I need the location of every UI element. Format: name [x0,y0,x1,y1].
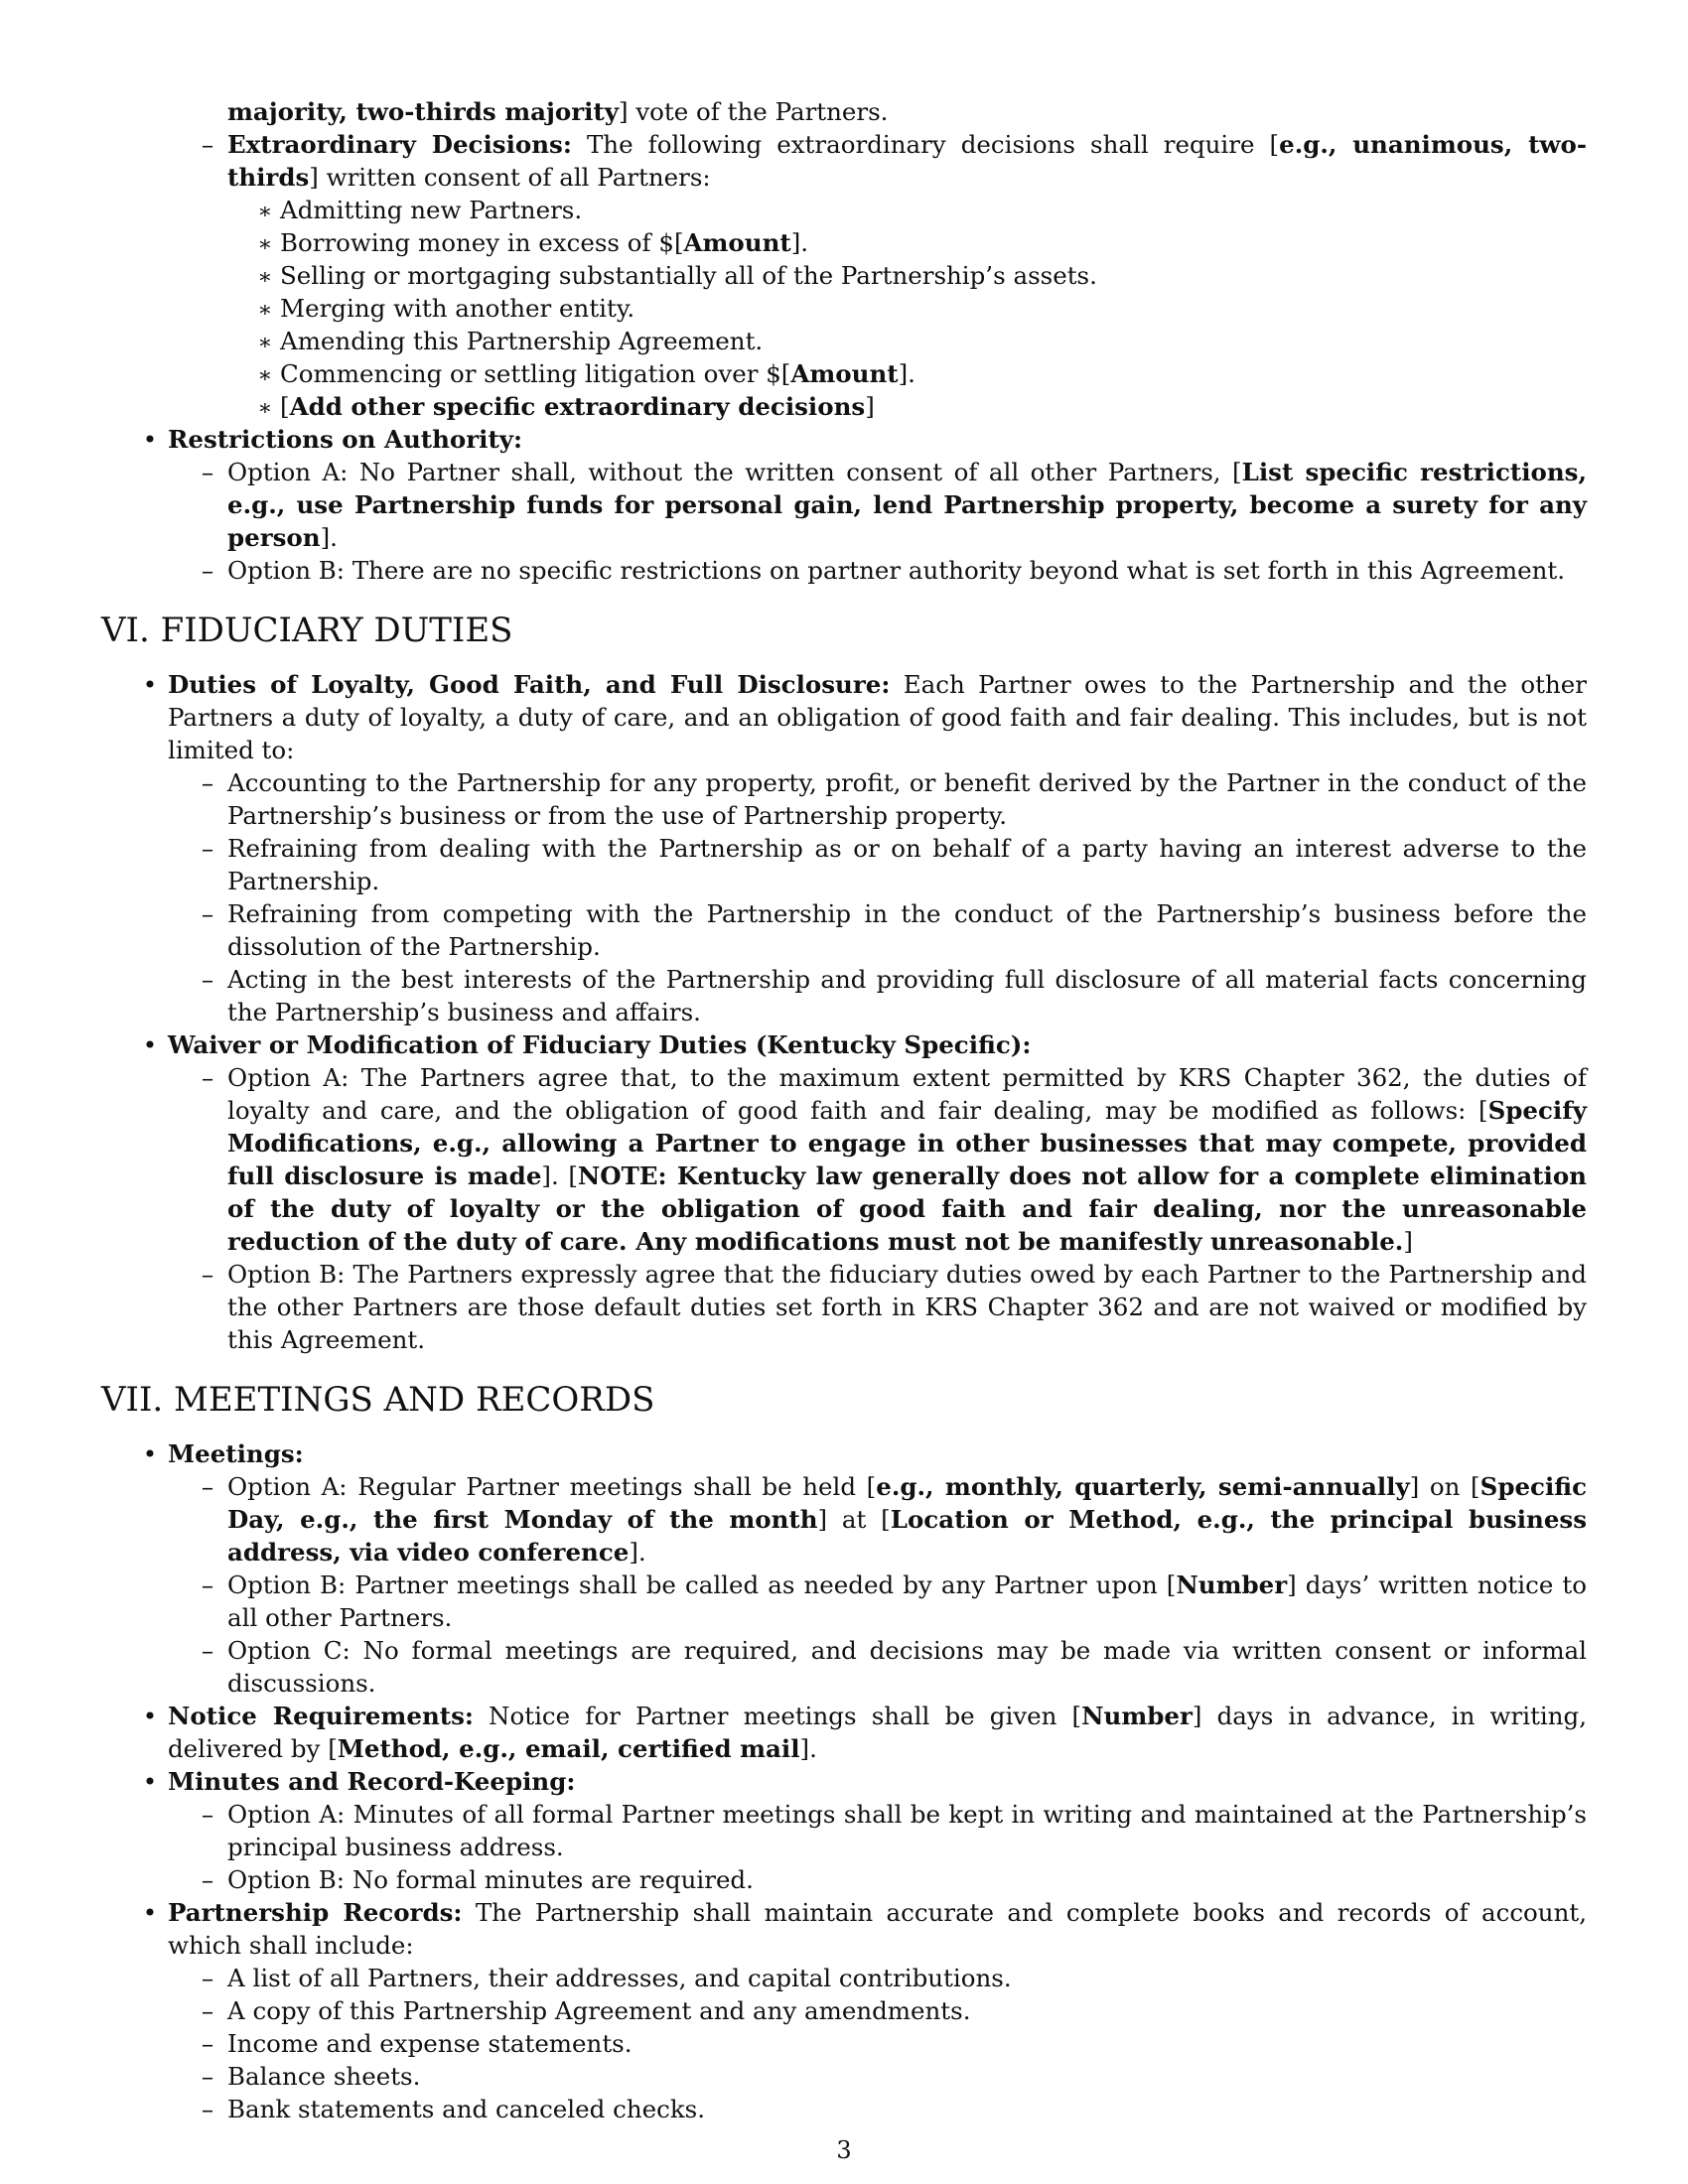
notice-requirements-item: • Notice Requirements: Notice for Partner meetings shall be given [Number] days in advance, in writing, delivered by [Method, e.g., email, certified mail]. [101,1700,1587,1765]
list-item: ∗ Borrowing money in excess of $[Amount]. [101,226,1587,259]
dash-marker: – [201,556,214,585]
star-marker: ∗ [257,363,273,388]
minutes-option-b: – Option B: No formal minutes are required. [101,1863,1587,1896]
page-number: 3 [836,2136,852,2164]
dash-marker: – [201,2029,214,2058]
dash-marker: – [201,1570,214,1599]
list-item: – Refraining from competing with the Partnership in the conduct of the Partnership’s business before the dissolution of the Partnership. [101,897,1587,963]
list-item: ∗ Commencing or settling litigation over $[Amount]. [101,357,1587,390]
restrictions-label: Restrictions on Authority: [168,425,523,454]
list-item: – Refraining from dealing with the Partnership as or on behalf of a party having an interest adverse to the Partnership. [101,832,1587,897]
list-item: – A copy of this Partnership Agreement and any amendments. [101,1994,1587,2027]
dash-marker: – [201,1800,214,1829]
bullet-marker: • [142,425,158,454]
list-item: – Balance sheets. [101,2060,1587,2093]
bullet-marker: • [142,1898,158,1927]
duties-of-loyalty-item: • Duties of Loyalty, Good Faith, and Full Disclosure: Each Partner owes to the Partnership and the other Partners a duty of loyalty, a duty of care, and an obligation of good faith and fair dealing. This includes, but is not limited to: [101,668,1587,766]
bullet-marker: • [142,670,158,699]
waiver-of-duties-item: • Waiver or Modification of Fiduciary Duties (Kentucky Specific): [101,1028,1587,1061]
dash-marker: – [201,899,214,928]
dash-marker: – [201,1636,214,1665]
star-marker: ∗ [257,200,273,224]
list-item: – A list of all Partners, their addresses, and capital contributions. [101,1962,1587,1994]
list-item: – Accounting to the Partnership for any property, profit, or benefit derived by the Partner in the conduct of the Partnership’s business or from the use of Partnership property. [101,766,1587,832]
section-vii-heading: VII. MEETINGS AND RECORDS [101,1380,655,1420]
dash-marker: – [201,2062,214,2091]
bullet-marker: • [142,1702,158,1730]
dash-marker: – [201,130,214,159]
list-item: ∗ Selling or mortgaging substantially all of the Partnership’s assets. [101,259,1587,292]
minutes-item: • Minutes and Record-Keeping: [101,1765,1587,1798]
star-marker: ∗ [257,396,273,421]
dash-marker: – [201,2095,214,2123]
extraordinary-decisions-label: Extraordinary Decisions: [227,130,572,159]
voting-continuation: majority, two-thirds majority] vote of the Partners. [227,97,889,126]
dash-marker: – [201,834,214,863]
meetings-option-c: – Option C: No formal meetings are required, and decisions may be made via written consent or informal discussions. [101,1634,1587,1700]
list-item: ∗ Amending this Partnership Agreement. [101,325,1587,357]
restrictions-option-a: – Option A: No Partner shall, without the written consent of all other Partners, [List specific restrictions, e.g., use Partnership funds for personal gain, lend Partnership property, become a surety for any person]. [101,456,1587,554]
star-marker: ∗ [257,265,273,290]
bullet-marker: • [142,1767,158,1796]
bullet-marker: • [142,1439,158,1468]
dash-marker: – [201,1964,214,1992]
minutes-option-a: – Option A: Minutes of all formal Partner meetings shall be kept in writing and maintained at the Partnership’s principal business address. [101,1798,1587,1863]
dash-marker: – [201,1472,214,1501]
dash-marker: – [201,965,214,994]
list-item: – Bank statements and canceled checks. [101,2093,1587,2125]
document-page [101,95,1587,2125]
list-item: ∗ Merging with another entity. [101,292,1587,325]
list-item: – Income and expense statements. [101,2027,1587,2060]
dash-marker: – [201,458,214,486]
extraordinary-decisions-item: – Extraordinary Decisions: The following extraordinary decisions shall require [e.g., unanimous, two-thirds] written consent of all Partners: [101,128,1587,194]
dash-marker: – [201,1996,214,2025]
bullet-marker: • [142,1030,158,1059]
dash-marker: – [201,1865,214,1894]
list-item: – Acting in the best interests of the Partnership and providing full disclosure of all material facts concerning the Partnership’s business and affairs. [101,963,1587,1028]
section-vi-heading: VI. FIDUCIARY DUTIES [101,611,513,650]
meetings-item: • Meetings: [101,1437,1587,1470]
star-marker: ∗ [257,298,273,323]
waiver-option-a: – Option A: The Partners agree that, to the maximum extent permitted by KRS Chapter 362, the duties of loyalty and care, and the obligation of good faith and fair dealing, may be modified as follows: [Specify Modifications, e.g., allowing a Partner to engage in other businesses that may compete, provided full disclosure is made]. [NOTE: Kentucky law generally does not allow for a complete elimination of the duty of loyalty or the obligation of good faith and fair dealing, nor the unreasonable reduction of the duty of care. Any modifications must not be manifestly unreasonable.] [101,1061,1587,1258]
partnership-records-item: • Partnership Records: The Partnership shall maintain accurate and complete books and records of account, which shall include: [101,1896,1587,1962]
dash-marker: – [201,768,214,797]
list-item: ∗ [Add other specific extraordinary decisions] [101,390,1587,423]
waiver-option-b: – Option B: The Partners expressly agree that the fiduciary duties owed by each Partner to the Partnership and the other Partners are those default duties set forth in KRS Chapter 362 and are not waived or modified by this Agreement. [101,1258,1587,1356]
meetings-option-b: – Option B: Partner meetings shall be called as needed by any Partner upon [Number] days’ written notice to all other Partners. [101,1569,1587,1634]
star-marker: ∗ [257,331,273,355]
star-marker: ∗ [257,232,273,257]
meetings-option-a: – Option A: Regular Partner meetings shall be held [e.g., monthly, quarterly, semi-annually] on [Specific Day, e.g., the first Monday of the month] at [Location or Method, e.g., the principal business address, via video conference]. [101,1470,1587,1569]
extraordinary-decisions-list [101,194,1587,423]
restrictions-option-b: – Option B: There are no specific restrictions on partner authority beyond what is set forth in this Agreement. [101,554,1587,587]
restrictions-on-authority-item [101,423,1587,456]
list-item: ∗ Admitting new Partners. [101,194,1587,226]
dash-marker: – [201,1063,214,1092]
dash-marker: – [201,1260,214,1289]
